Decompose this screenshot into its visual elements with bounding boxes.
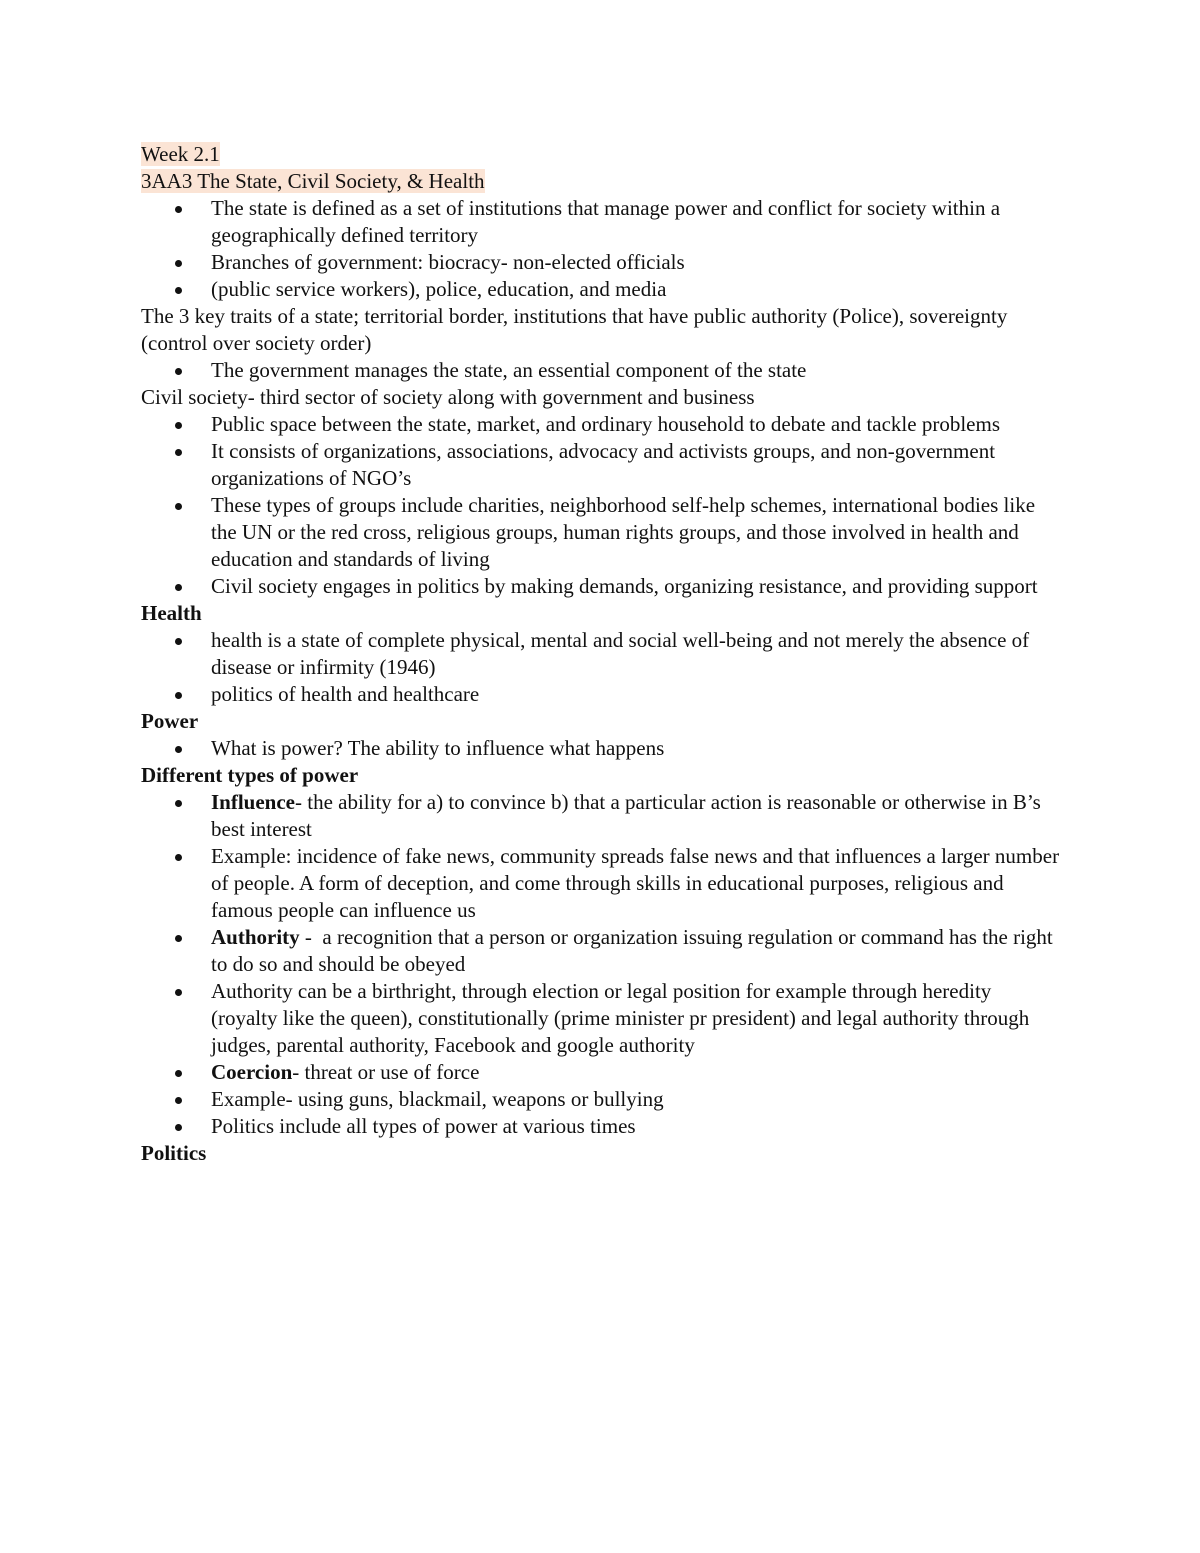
- bullet-icon: [175, 503, 182, 510]
- course-title: [141, 168, 1061, 195]
- list-item: politics of health and healthcare: [141, 681, 1061, 708]
- list-item: Influence- the ability for a) to convince b) that a particular action is reasonable or otherwise in B’s best interest: [141, 789, 1061, 843]
- government-bullet-list: [141, 357, 1061, 384]
- list-item: Politics include all types of power at various times: [141, 1113, 1061, 1140]
- politics-heading: Politics: [141, 1141, 207, 1165]
- bullet-icon: [175, 854, 182, 861]
- civil-society-bullet-list: [141, 411, 1061, 600]
- bullet-icon: [175, 1070, 182, 1077]
- bullet-icon: [175, 692, 182, 699]
- power-heading: Power: [141, 709, 199, 733]
- list-item: Branches of government: biocracy- non-elected officials: [141, 249, 1061, 276]
- power-types-bullet-list: [141, 789, 1061, 1140]
- state-bullet-list: [141, 195, 1061, 303]
- list-item: Civil society engages in politics by making demands, organizing resistance, and providing support: [141, 573, 1061, 600]
- week-title: [141, 141, 1061, 168]
- list-item: health is a state of complete physical, mental and social well-being and not merely the absence of disease or infirmity (1946): [141, 627, 1061, 681]
- bullet-icon: [175, 584, 182, 591]
- list-item: These types of groups include charities, neighborhood self-help schemes, international bodies like the UN or the red cross, religious groups, human rights groups, and those involved in health and education and standards of living: [141, 492, 1061, 573]
- health-heading: Health: [141, 601, 202, 625]
- week-title-text: Week 2.1: [141, 142, 220, 166]
- list-item: It consists of organizations, associations, advocacy and activists groups, and non-government organizations of NGO’s: [141, 438, 1061, 492]
- bullet-icon: [175, 935, 182, 942]
- term-coercion: Coercion: [211, 1060, 293, 1084]
- list-item: Example- using guns, blackmail, weapons or bullying: [141, 1086, 1061, 1113]
- bullet-icon: [175, 800, 182, 807]
- bullet-icon: [175, 1097, 182, 1104]
- bullet-icon: [175, 746, 182, 753]
- list-item: Authority - a recognition that a person or organization issuing regulation or command has the right to do so and should be obeyed: [141, 924, 1061, 978]
- course-title-text: 3AA3 The State, Civil Society, & Health: [141, 169, 485, 193]
- bullet-icon: [175, 206, 182, 213]
- bullet-icon: [175, 638, 182, 645]
- bullet-icon: [175, 260, 182, 267]
- term-authority: Authority: [211, 925, 300, 949]
- power-types-heading: Different types of power: [141, 763, 359, 787]
- list-item: The state is defined as a set of institutions that manage power and conflict for society within a geographically defined territory: [141, 195, 1061, 249]
- term-influence: Influence: [211, 790, 295, 814]
- bullet-icon: [175, 989, 182, 996]
- list-item: (public service workers), police, education, and media: [141, 276, 1061, 303]
- list-item: What is power? The ability to influence what happens: [141, 735, 1061, 762]
- list-item: Authority can be a birthright, through election or legal position for example through heredity (royalty like the queen), constitutionally (prime minister pr president) and legal authority through judges, parental authority, Facebook and google authority: [141, 978, 1061, 1059]
- list-item: The government manages the state, an essential component of the state: [141, 357, 1061, 384]
- bullet-icon: [175, 449, 182, 456]
- traits-paragraph: The 3 key traits of a state; territorial border, institutions that have public authority (Police), sovereignty (control over society order): [141, 304, 1008, 355]
- civil-society-paragraph: Civil society- third sector of society along with government and business: [141, 385, 755, 409]
- bullet-icon: [175, 287, 182, 294]
- health-bullet-list: [141, 627, 1061, 708]
- list-item: Public space between the state, market, and ordinary household to debate and tackle problems: [141, 411, 1061, 438]
- power-bullet-list: [141, 735, 1061, 762]
- list-item: Coercion- threat or use of force: [141, 1059, 1061, 1086]
- bullet-icon: [175, 422, 182, 429]
- document-page: [141, 141, 1061, 1167]
- bullet-icon: [175, 368, 182, 375]
- list-item: Example: incidence of fake news, community spreads false news and that influences a larger number of people. A form of deception, and come through skills in educational purposes, religious and famous people can influence us: [141, 843, 1061, 924]
- bullet-icon: [175, 1124, 182, 1131]
